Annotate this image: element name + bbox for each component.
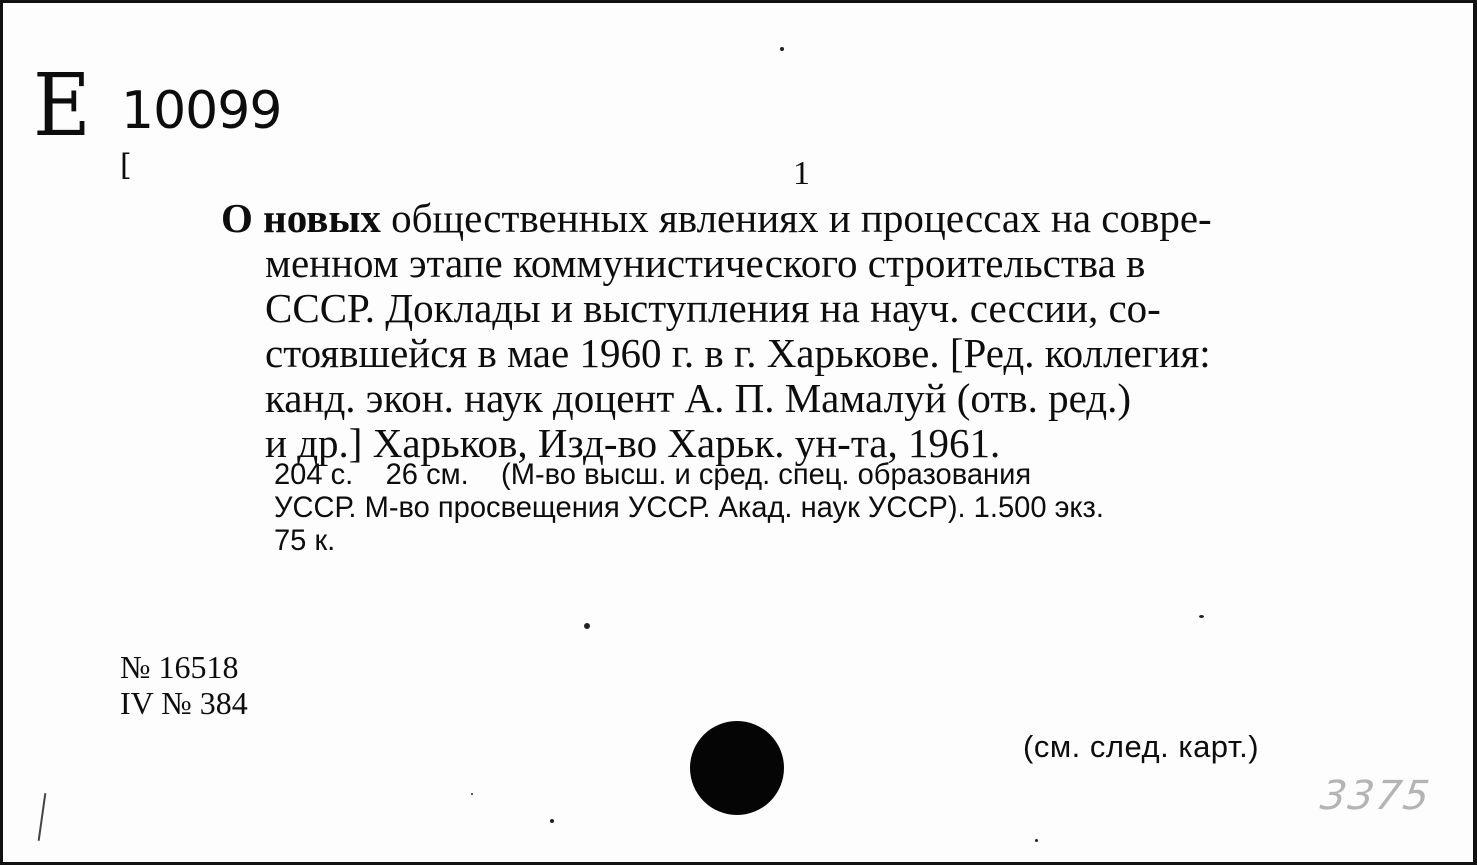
description-line-3: СССР. Доклады и выступления на науч. сессии, со- <box>265 285 1161 331</box>
physical-line-1: 204 с. 26 см. (М-во высш. и сред. спец. образования <box>274 458 1032 491</box>
physical-line-3: 75 к. <box>274 524 336 557</box>
shelf-letter: E <box>33 56 91 156</box>
speck <box>471 793 473 795</box>
description-line-1 <box>221 196 1385 241</box>
inventory-block <box>120 649 248 721</box>
title-bold: О новых <box>221 195 381 241</box>
physical-line-2: УССР. М-во просвещения УССР. Акад. наук УССР). 1.500 экз. <box>274 491 1104 524</box>
punch-hole <box>690 721 784 815</box>
speck <box>1199 615 1204 618</box>
shelf-number: 10099 <box>121 81 282 141</box>
speck <box>780 47 784 51</box>
faint-handwritten-number: 3375 <box>1317 773 1435 819</box>
description-line-6: и др.] Харьков, Изд-во Харьк. ун-та, 1961. <box>265 420 1001 466</box>
description-line-4: стоявшейся в мае 1960 г. в г. Харькове. [Ред. коллегия: <box>265 330 1211 376</box>
bibliographic-description <box>221 195 1385 466</box>
card-number: 1 <box>793 155 810 192</box>
bracket-mark: [ <box>120 148 132 183</box>
speck <box>550 819 554 823</box>
description-line-5: канд. экон. наук доцент А. П. Мамалуй (отв. ред.) <box>265 375 1132 421</box>
speck <box>584 623 590 629</box>
description-line-2: менном этапе коммунистического строительства в <box>265 240 1146 286</box>
physical-description <box>274 458 1353 557</box>
speck <box>1035 839 1038 842</box>
see-next-card: (см. след. карт.) <box>1023 729 1260 764</box>
inventory-number-secondary: IV № 384 <box>120 685 248 721</box>
inventory-number: № 16518 <box>120 649 239 685</box>
scratch <box>38 793 47 841</box>
title-rest: общественных явлениях и процессах на совре- <box>380 195 1212 241</box>
